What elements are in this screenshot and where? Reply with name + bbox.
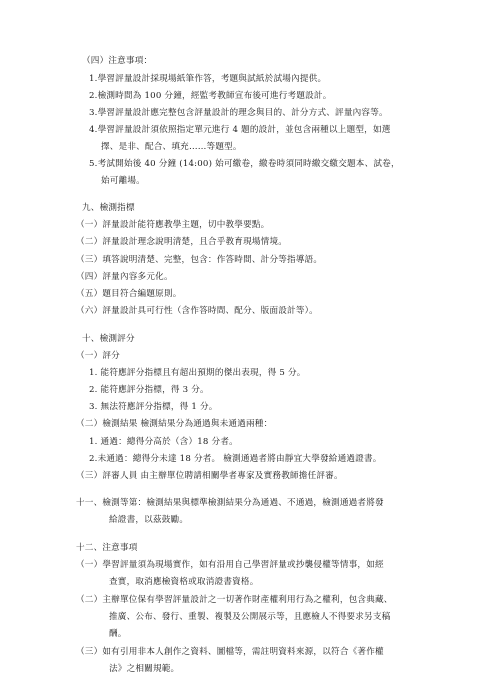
result-item: 1. 通過：總得分高於（含）18 分者。 (89, 437, 238, 447)
indicator-item: （四）評量內容多元化。 (76, 272, 173, 282)
section-10-heading: 十、檢測評分 (82, 334, 135, 344)
indicator-item: （三）填答說明清楚、完整，包含：作答時間、計分等指導語。 (76, 255, 323, 265)
notice-item-1: （一）學習評量須為現場實作，如有沿用自己學習評量或抄襲侵權等情事，如經 (76, 560, 384, 570)
scoring-item: 3. 無法符應評分指標，得 1 分。 (89, 402, 218, 412)
notice-item-3-cont: 法》之相關規範。 (109, 664, 180, 674)
section-12-heading: 十二、注意事項 (76, 543, 138, 553)
note-item-5: 5.考試開始後 40 分鐘 (14:00) 始可繳卷，繳卷時須同時繳交繳交題本、試卷， (89, 159, 400, 169)
note-item-2: 2.檢測時間為 100 分鐘，經監考教師宣布後可進行考題設計。 (89, 91, 332, 101)
result-subheading: （二）檢測結果 檢測結果分為通過與未通過兩種： (76, 419, 273, 429)
indicator-item: （五）題目符合編題原則。 (76, 289, 182, 299)
note-item-3: 3.學習評量設計應完整包含評量設計的理念與目的、計分方式、評量內容等。 (89, 108, 388, 118)
result-item: 2.未通過：總得分未達 18 分者。 檢測通過者將由靜宜大學發給通過證書。 (89, 454, 382, 464)
scoring-item: 1. 能符應評分指標且有超出預期的傑出表現，得 5 分。 (89, 368, 306, 378)
scoring-item: 2. 能符應評分指標，得 3 分。 (89, 385, 209, 395)
section-11-line-cont: 給證書，以茲鼓勵。 (109, 515, 189, 525)
indicator-item: （六）評量設計具可行性（含作答時間、配分、版面設計等）。 (76, 306, 318, 316)
note-item-5-cont: 始可離場。 (101, 176, 145, 186)
notice-item-2-cont: 推廣、公布、發行、重製、複製及公開展示等，且應檢人不得要求另支稿 (109, 612, 391, 622)
note-item-1: 1.學習評量設計採現場紙筆作答，考題與試紙於試場內提供。 (89, 74, 327, 84)
section-9-heading: 九、檢測指標 (82, 203, 135, 213)
indicator-item: （二）評量設計理念說明清楚，且合乎教育現場情境。 (76, 237, 288, 247)
notice-item-2-cont: 酬。 (109, 629, 127, 639)
section-11-line: 十一、檢測等第：檢測結果與標準檢測結果分為通過、不通過，檢測通過者將發 (76, 498, 384, 508)
notice-item-3: （三）如有引用非本人創作之資料、圖檔等，需註明資料來源，以符合《著作權 (76, 647, 384, 657)
notice-item-1-cont: 查實，取消應檢資格或取消證書資格。 (109, 577, 259, 587)
section-4-heading: （四）注意事項： (82, 56, 153, 66)
note-item-4: 4.學習評量設計須依照指定單元進行 4 題的設計，並包含兩種以上題型，如選 (89, 125, 391, 135)
note-item-4-cont: 擇、是非、配合、填充……等題型。 (101, 142, 242, 152)
reviewer-line: （三）評審人員 由主辦單位聘請相關學者專家及實務教師擔任評審。 (76, 471, 343, 481)
notice-item-2: （二）主辦單位保有學習評量設計之一切著作財產權利用行為之權利，包含典藏、 (76, 595, 393, 605)
scoring-subheading: （一）評分 (76, 351, 120, 361)
indicator-item: （一）評量設計能符應教學主題，切中教學要點。 (76, 220, 270, 230)
